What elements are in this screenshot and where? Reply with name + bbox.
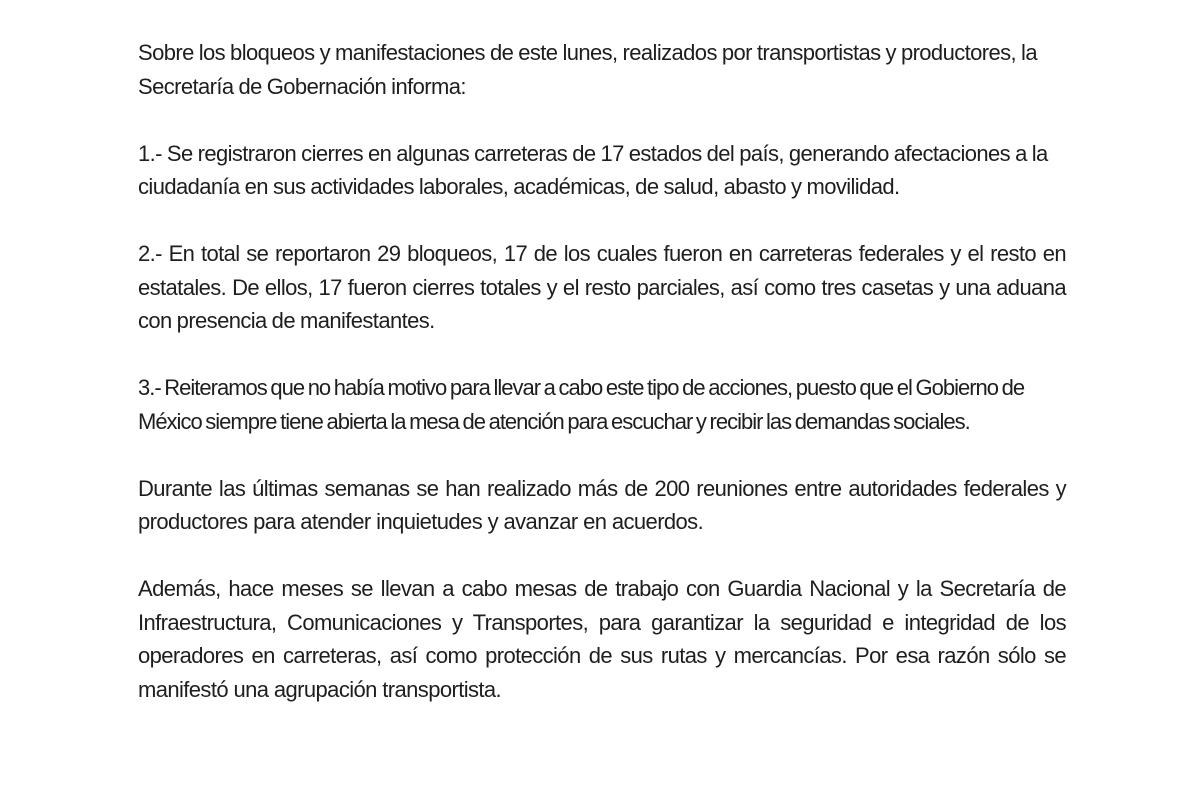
- document-page: [138, 36, 1066, 740]
- point-2-paragraph: 2.- En total se reportaron 29 bloqueos, 17 de los cuales fueron en carreteras federales y el resto en estatales. De ellos, 17 fueron cierres totales y el resto parciales, así como tres casetas y una aduana con presencia de manifestantes.: [138, 241, 1066, 333]
- point-3-paragraph: 3.- Reiteramos que no había motivo para llevar a cabo este tipo de acciones, puesto que el Gobierno de México siempre tiene abierta la mesa de atención para escuchar y recibir las demandas sociales.: [138, 375, 1025, 434]
- working-tables-paragraph: Además, hace meses se llevan a cabo mesas de trabajo con Guardia Nacional y la Secretaría de Infraestructura, Comunicaciones y Transportes, para garantizar la seguridad e integridad de los operadores en carreteras, así como protección de sus rutas y mercancías. Por esa razón sólo se manifestó una agrupación transportista.: [138, 576, 1066, 702]
- point-1-paragraph: 1.- Se registraron cierres en algunas carreteras de 17 estados del país, generando afectaciones a la ciudadanía en sus actividades laborales, académicas, de salud, abasto y movilidad.: [138, 140, 1048, 199]
- meetings-paragraph: Durante las últimas semanas se han realizado más de 200 reuniones entre autoridades federales y productores para atender inquietudes y avanzar en acuerdos.: [138, 475, 1066, 534]
- intro-paragraph: Sobre los bloqueos y manifestaciones de este lunes, realizados por transportistas y productores, la Secretaría de Gobernación informa:: [138, 40, 1037, 99]
